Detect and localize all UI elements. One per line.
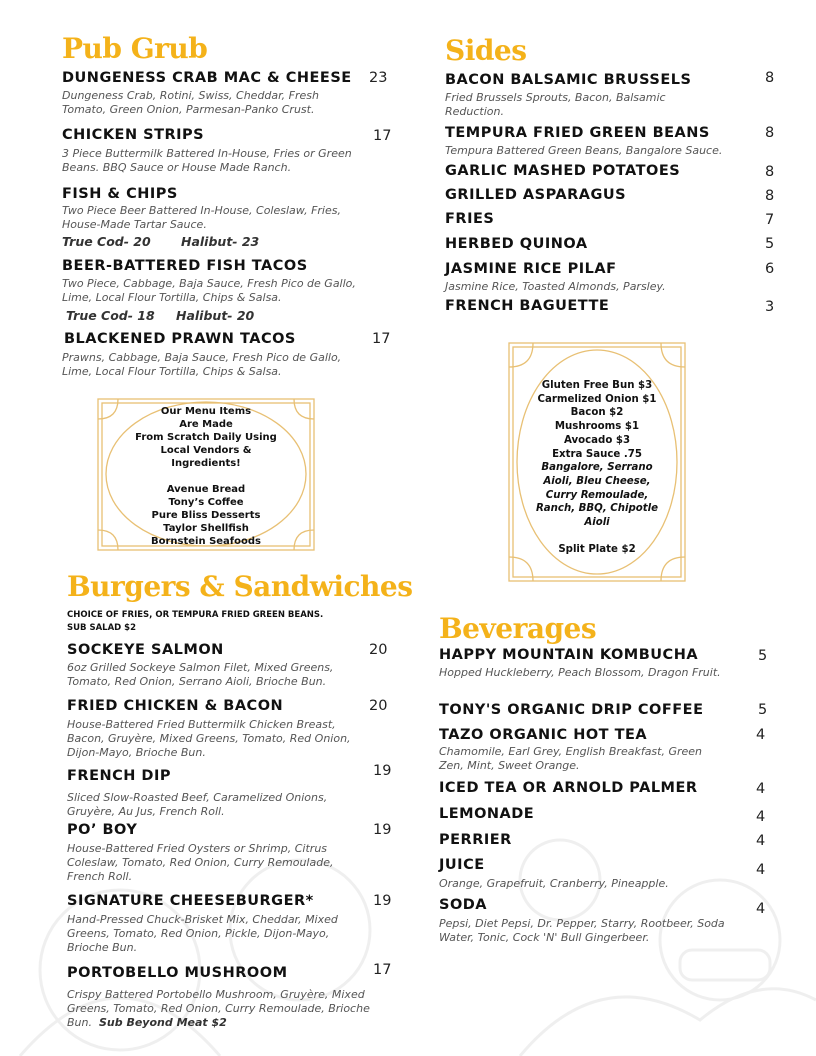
menu-item-name: FRIES (445, 211, 495, 227)
menu-item-price: 23 (369, 70, 388, 86)
menu-item-desc: Chamomile, Earl Grey, English Breakfast, Green Zen, Mint, Sweet Orange. (439, 745, 703, 772)
menu-item-desc: Two Piece, Cabbage, Baja Sauce, Fresh Pico de Gallo, Lime, Local Flour Tortilla, Chips & Salsa. (62, 277, 356, 304)
menu-item-price: 8 (765, 164, 775, 180)
menu-item-name: SIGNATURE CHEESEBURGER* (67, 893, 314, 909)
menu-item-name: HERBED QUINOA (445, 236, 588, 252)
menu-item-desc: 3 Piece Buttermilk Battered In-House, Fries or Green Beans. BBQ Sauce or House Made Ranch. (62, 147, 352, 174)
menu-item-desc: Pepsi, Diet Pepsi, Dr. Pepper, Starry, Rootbeer, Soda Water, Tonic, Cock 'N' Bull Gingerbeer. (439, 917, 725, 944)
menu-item-price: 4 (756, 833, 766, 849)
beverages-heading: Beverages (439, 612, 597, 645)
price-option: True Cod- 18 (66, 308, 155, 323)
menu-item-name: GRILLED ASPARAGUS (445, 187, 627, 203)
sauce-line: Ranch, BBQ, Chipotle (535, 503, 659, 515)
addon-line: Bacon $2 (570, 407, 624, 419)
box-line: Ingredients! (171, 458, 241, 469)
menu-item-desc (67, 988, 387, 1030)
menu-item-name: PERRIER (439, 832, 512, 848)
desc-text: Crispy Battered Portobello Mushroom, Gruyère, Mixed Greens, Tomato, Red Onion, Curry Remoulade, Brioche Bun. (67, 988, 370, 1029)
box-line: Our Menu Items (160, 406, 252, 417)
menu-item-price: 5 (758, 702, 768, 718)
box-line: Local Vendors & (160, 445, 252, 456)
menu-item-name: FRENCH BAGUETTE (445, 298, 610, 314)
menu-item-name: HAPPY MOUNTAIN KOMBUCHA (439, 647, 699, 663)
menu-item-name: FRIED CHICKEN & BACON (67, 698, 284, 714)
addon-line: Mushrooms $1 (554, 421, 640, 433)
menu-item-desc: Dungeness Crab, Rotini, Swiss, Cheddar, Fresh Tomato, Green Onion, Parmesan-Panko Crust. (62, 89, 319, 116)
menu-item-price: 7 (765, 212, 775, 228)
menu-item-price: 8 (765, 125, 775, 141)
vendor-line: Tony’s Coffee (168, 497, 244, 508)
burgers-heading: Burgers & Sandwiches (67, 570, 413, 603)
menu-item-desc: Jasmine Rice, Toasted Almonds, Parsley. (445, 280, 666, 293)
menu-item-name: BLACKENED PRAWN TACOS (64, 331, 296, 347)
menu-item-name: LEMONADE (439, 806, 535, 822)
menu-item-price: 17 (373, 962, 392, 978)
addon-line: Extra Sauce .75 (552, 448, 642, 460)
menu-item-price: 6 (765, 261, 775, 277)
menu-item-desc: Fried Brussels Sprouts, Bacon, Balsamic Reduction. (445, 91, 666, 118)
menu-item-price: 4 (756, 901, 766, 917)
menu-item-price: 19 (373, 763, 392, 779)
menu-item-desc: Tempura Battered Green Beans, Bangalore Sauce. (445, 144, 723, 157)
menu-item-price: 19 (373, 822, 392, 838)
menu-item-desc: Prawns, Cabbage, Baja Sauce, Fresh Pico de Gallo, Lime, Local Flour Tortilla, Chips & Salsa. (62, 351, 342, 378)
menu-item-desc: Hopped Huckleberry, Peach Blossom, Dragon Fruit. (439, 666, 721, 679)
menu-item-price: 8 (765, 70, 775, 86)
menu-item-price: 8 (765, 188, 775, 204)
menu-item-name: FRENCH DIP (67, 768, 171, 784)
sauce-line: Aioli (584, 517, 610, 529)
menu-item-price: 5 (765, 236, 775, 252)
menu-item-name: CHICKEN STRIPS (62, 127, 205, 143)
vendor-line: Bornstein Seafoods (150, 536, 262, 547)
split-plate: Split Plate $2 (558, 544, 636, 556)
menu-item-desc: Orange, Grapefruit, Cranberry, Pineapple. (439, 877, 669, 890)
menu-item-price: 20 (369, 642, 388, 658)
box-line: Are Made (179, 419, 233, 430)
menu-item-desc: Sliced Slow-Roasted Beef, Caramelized Onions, Gruyère, Au Jus, French Roll. (67, 791, 328, 818)
menu-item-desc: House-Battered Fried Buttermilk Chicken Breast, Bacon, Gruyère, Mixed Greens, Tomato, Red Onion, Dijon-Mayo, Brioche Bun. (67, 718, 351, 759)
pub-grub-heading: Pub Grub (62, 32, 208, 65)
menu-item-name: BACON BALSAMIC BRUSSELS (445, 72, 692, 88)
addon-line: Gluten Free Bun $3 (541, 380, 653, 391)
sauce-line: Aioli, Bleu Cheese, (543, 475, 651, 487)
price-option: Halibut- 20 (176, 308, 255, 323)
menu-item-name: PO’ BOY (67, 822, 138, 838)
menu-item-name: GARLIC MASHED POTATOES (445, 163, 681, 179)
burgers-note: CHOICE OF FRIES, OR TEMPURA FRIED GREEN BEANS. (67, 610, 324, 620)
addon-line: Carmelized Onion $1 (537, 393, 657, 405)
menu-item-price: 4 (756, 727, 766, 743)
menu-item-desc: 6oz Grilled Sockeye Salmon Filet, Mixed Greens, Tomato, Red Onion, Serrano Aioli, Brioche Bun. (67, 661, 334, 688)
sauce-line: Bangalore, Serrano (541, 462, 653, 474)
menu-item-name: JASMINE RICE PILAF (445, 261, 617, 277)
box-line: From Scratch Daily Using (135, 432, 277, 443)
menu-item-name: PORTOBELLO MUSHROOM (67, 965, 288, 981)
addon-line: Avocado $3 (563, 434, 631, 446)
vendor-line: Pure Bliss Desserts (151, 510, 261, 521)
menu-item-price: 4 (756, 781, 766, 797)
menu-item-name: TAZO ORGANIC HOT TEA (439, 727, 648, 743)
menu-item-name: SODA (439, 897, 488, 913)
menu-item-price: 4 (756, 862, 766, 878)
menu-item-name: DUNGENESS CRAB MAC & CHEESE (62, 70, 352, 86)
menu-item-price: 4 (756, 809, 766, 825)
menu-item-name: ICED TEA OR ARNOLD PALMER (439, 780, 698, 796)
menu-item-name: SOCKEYE SALMON (67, 642, 224, 658)
scratch-box (110, 405, 302, 548)
menu-item-desc: Two Piece Beer Battered In-House, Coleslaw, Fries, House-Made Tartar Sauce. (62, 204, 341, 231)
menu-item-price: 17 (373, 128, 392, 144)
vendor-line: Taylor Shellfish (163, 523, 249, 534)
menu-item-desc: Hand-Pressed Chuck-Brisket Mix, Cheddar, Mixed Greens, Tomato, Red Onion, Pickle, Dijon-Mayo, Brioche Bun. (67, 913, 338, 954)
sauce-line: Curry Remoulade, (545, 489, 649, 501)
vendor-line: Avenue Bread (166, 484, 246, 495)
menu-item-name: FISH & CHIPS (62, 186, 178, 202)
menu-item-price: 20 (369, 698, 388, 714)
sub-option: Sub Beyond Meat $2 (99, 1016, 227, 1029)
menu-item-price: 19 (373, 893, 392, 909)
menu-item-price: 3 (765, 299, 775, 315)
price-option: Halibut- 23 (181, 234, 260, 249)
menu-item-price: 17 (372, 331, 391, 347)
menu-item-name: TEMPURA FRIED GREEN BEANS (445, 125, 710, 141)
menu-item-price: 5 (758, 648, 768, 664)
menu-item-desc: House-Battered Fried Oysters or Shrimp, Citrus Coleslaw, Tomato, Red Onion, Curry Remoulade, French Roll. (67, 842, 334, 883)
addons-box (518, 379, 676, 557)
price-option: True Cod- 20 (62, 234, 151, 249)
burgers-note: SUB SALAD $2 (67, 623, 137, 633)
sides-heading: Sides (445, 34, 527, 67)
menu-item-name: TONY'S ORGANIC DRIP COFFEE (439, 702, 704, 718)
menu-item-name: JUICE (439, 857, 485, 873)
menu-item-name: BEER-BATTERED FISH TACOS (62, 258, 308, 274)
